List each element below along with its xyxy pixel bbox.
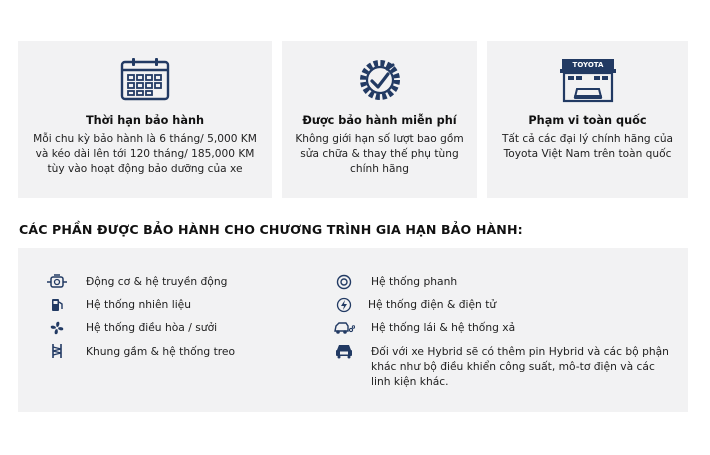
card-title: Phạm vi toàn quốc bbox=[528, 114, 647, 127]
covered-parts-panel bbox=[18, 248, 688, 412]
hybrid-battery-icon bbox=[335, 342, 353, 360]
section-title: CÁC PHẦN ĐƯỢC BẢO HÀNH CHO CHƯƠNG TRÌNH GIA HẠN BẢO HÀNH: bbox=[19, 222, 523, 237]
card-title: Thời hạn bảo hành bbox=[85, 114, 205, 127]
suspension-icon bbox=[50, 342, 64, 360]
svg-text:TOYOTA: TOYOTA bbox=[572, 61, 603, 69]
list-item-hybrid: Đối với xe Hybrid sẽ có thêm pin Hybrid và các bộ phận khác như bộ điều khiển công suất, mô-tơ điện và các linh kiện khác. bbox=[371, 345, 669, 388]
card-description: Tất cả các đại lý chính hãng của Toyota Việt Nam trên toàn quốc bbox=[501, 133, 674, 160]
toyota-dealership-icon bbox=[558, 57, 618, 107]
list-item-engine: Động cơ & hệ truyền động bbox=[86, 275, 228, 288]
nationwide-scope-card bbox=[487, 41, 688, 198]
list-item-brakes: Hệ thống phanh bbox=[371, 275, 458, 288]
calendar-icon bbox=[120, 57, 170, 105]
list-item-air-conditioning: Hệ thống điều hòa / sưởi bbox=[86, 321, 218, 334]
warranty-period-card bbox=[18, 41, 272, 198]
electric-bolt-icon bbox=[336, 296, 352, 314]
free-warranty-card bbox=[282, 41, 477, 198]
engine-icon bbox=[46, 273, 68, 291]
list-item-electrical: Hệ thống điện & điện tử bbox=[368, 298, 497, 311]
wrench-gear-check-icon bbox=[357, 57, 403, 107]
card-title: Được bảo hành miễn phí bbox=[302, 114, 457, 127]
card-description: Mỗi chu kỳ bảo hành là 6 tháng/ 5,000 KM và kéo dài lên tới 120 tháng/ 185,000 KM tùy vào hoạt động bảo dưỡng của xe bbox=[33, 133, 257, 175]
list-item-fuel: Hệ thống nhiên liệu bbox=[86, 298, 192, 311]
car-exhaust-icon bbox=[333, 319, 355, 337]
brake-disc-icon bbox=[336, 273, 352, 291]
card-description: Không giới hạn số lượt bao gồm sửa chữa & thay thế phụ tùng chính hãng bbox=[295, 133, 464, 175]
fan-icon bbox=[49, 319, 65, 337]
list-item-steering-exhaust: Hệ thống lái & hệ thống xả bbox=[371, 321, 516, 334]
list-item-chassis: Khung gầm & hệ thống treo bbox=[86, 345, 236, 358]
fuel-pump-icon bbox=[49, 296, 65, 314]
